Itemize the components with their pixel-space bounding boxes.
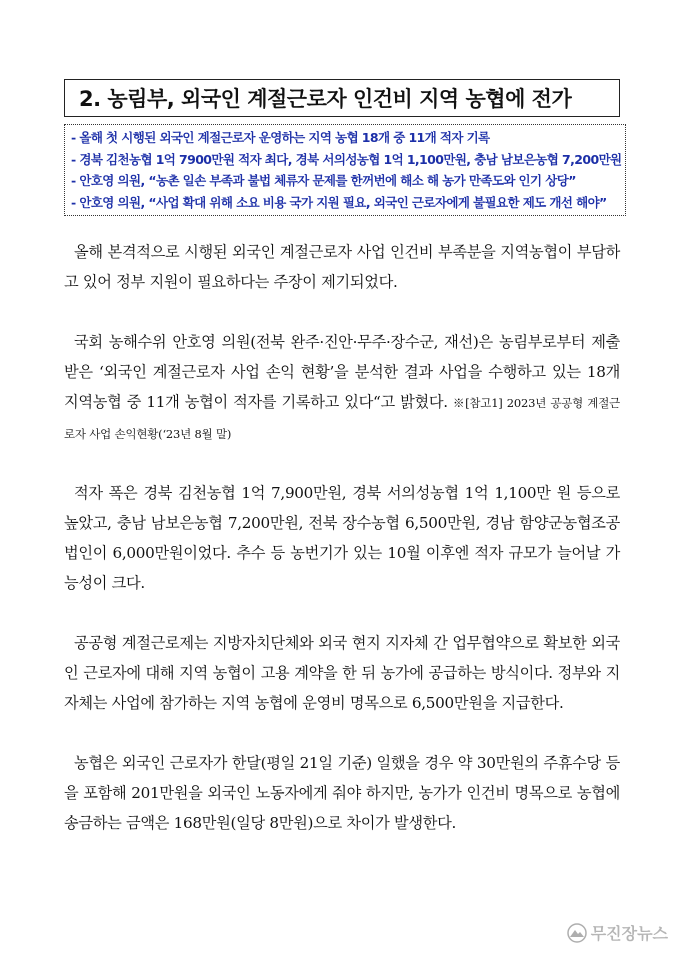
paragraph-text: 농협은 외국인 근로자가 한달(평일 21일 기준) 일했을 경우 약 30만원의 주휴수당 등을 포함해 201만원을 외국인 노동자에게 줘야 하지만, 농가가 인건비 명목으로 농협에 송금하는 금액은 168만원(일당 8만원)으로 차이가 발생한다. (64, 754, 620, 832)
paragraph-3 (64, 478, 620, 598)
summary-item: - 올해 첫 시행된 외국인 계절근로자 운영하는 지역 농협 18개 중 11개 적자 기록 (71, 130, 490, 145)
section-title: 2. 농림부, 외국인 계절근로자 인건비 지역 농협에 전가 (64, 79, 620, 117)
summary-box (64, 124, 626, 216)
summary-item: - 안호영 의원, “농촌 일손 부족과 불법 체류자 문제를 한꺼번에 해소 해 농가 만족도와 인기 상당” (71, 173, 576, 188)
paragraph-text: 국회 농해수위 안호영 의원(전북 완주·진안·무주·장수군, 재선)은 농림부로부터 제출받은 ‘외국인 계절근로자 사업 손익 현황’을 분석한 결과 사업을 수행하고 있는 18개 지역농협 중 11개 농협이 적자를 기록하고 있다“고 밝혔다. (64, 333, 620, 411)
reference-note: ※[참고1] 2023년 공공형 계절근로자 사업 손익현황(‘23년 8월 말) (64, 396, 621, 441)
mountain-logo-icon (567, 923, 587, 943)
paragraph-text: 적자 폭은 경북 김천농협 1억 7,900만원, 경북 서의성농협 1억 1,100만 원 등으로 높았고, 충남 남보은농협 7,200만원, 전북 장수농협 6,500만원, 경남 함양군농협조공법인이 6,000만원이었다. 추수 등 농번기가 있는 10월 이후엔 적자 규모가 늘어날 가능성이 크다. (64, 484, 620, 592)
summary-item: - 경북 김천농협 1억 7900만원 적자 최다, 경북 서의성농협 1억 1,100만원, 충남 남보은농협 7,200만원 (71, 151, 622, 167)
paragraph-text: 올해 본격적으로 시행된 외국인 계절근로자 사업 인건비 부족분을 지역농협이 부담하고 있어 정부 지원이 필요하다는 주장이 제기되었다. (64, 243, 620, 291)
paragraph-text: 공공형 계절근로제는 지방자치단체와 외국 현지 지자체 간 업무협약으로 확보한 외국인 근로자에 대해 지역 농협이 고용 계약을 한 뒤 농가에 공급하는 방식이다. 정부와 지자체는 사업에 참가하는 지역 농협에 운영비 명목으로 6,500만원을 지급한다. (64, 634, 620, 712)
watermark-text: 무진장뉴스 (590, 924, 668, 943)
summary-item: - 안호영 의원, “사업 확대 위해 소요 비용 국가 지원 필요, 외국인 근로자에게 불필요한 제도 개선 해야” (71, 194, 607, 210)
paragraph-1 (64, 237, 620, 297)
paragraph-5 (64, 748, 620, 838)
paragraph-2 (64, 327, 620, 449)
paragraph-4 (64, 628, 620, 718)
watermark (567, 921, 668, 944)
